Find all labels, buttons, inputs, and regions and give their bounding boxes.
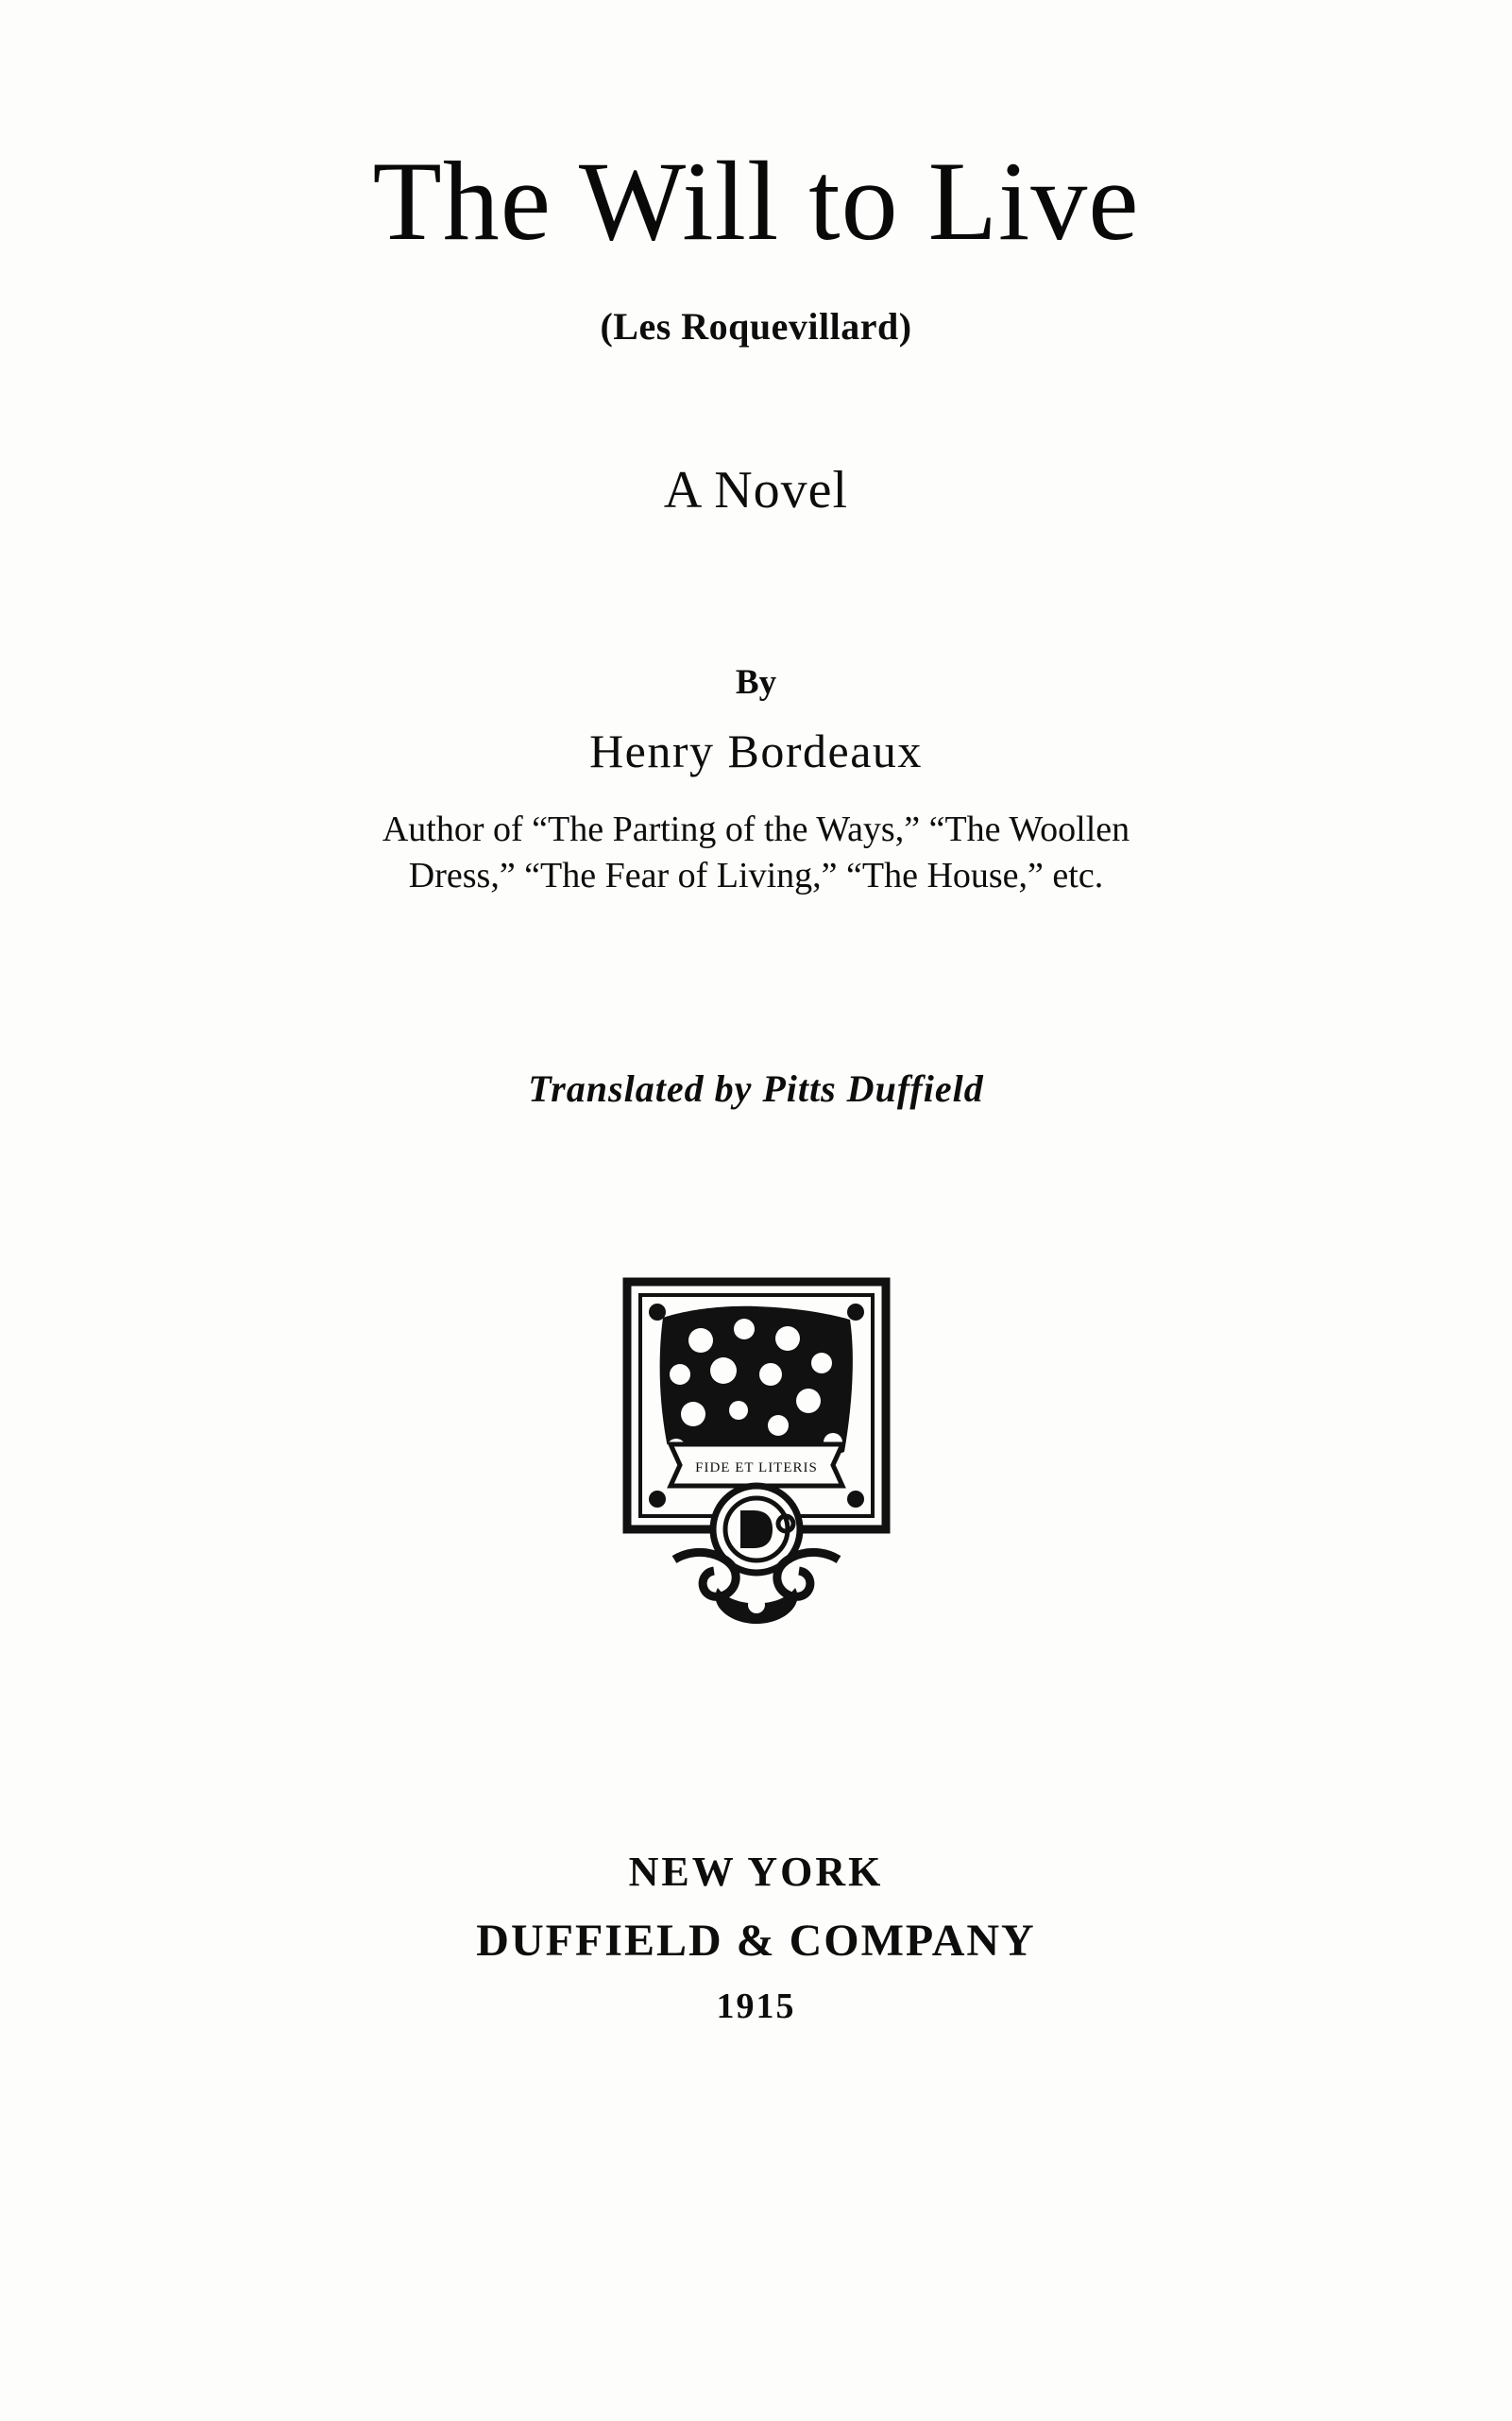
translator-credit: Translated by Pitts Duffield	[528, 1067, 984, 1111]
author-credits-line-1: Author of “The Parting of the Ways,” “The Woollen	[382, 810, 1130, 849]
byline-label: By	[735, 663, 777, 702]
work-kind: A Novel	[663, 461, 849, 520]
page-title: The Will to Live	[372, 138, 1140, 264]
device-motto: FIDE ET LITERIS	[694, 1460, 818, 1476]
author-credits	[143, 807, 1370, 898]
publisher-device-icon	[620, 1276, 893, 1668]
imprint-year: 1915	[716, 1986, 796, 2027]
author-credits-line-2: Dress,” “The Fear of Living,” “The House,” etc.	[408, 855, 1104, 895]
imprint-publisher: DUFFIELD & COMPANY	[476, 1916, 1036, 1967]
author-name: Henry Bordeaux	[589, 725, 923, 777]
original-title: (Les Roquevillard)	[600, 305, 912, 348]
imprint	[0, 1848, 1512, 2027]
imprint-city: NEW YORK	[628, 1849, 884, 1896]
